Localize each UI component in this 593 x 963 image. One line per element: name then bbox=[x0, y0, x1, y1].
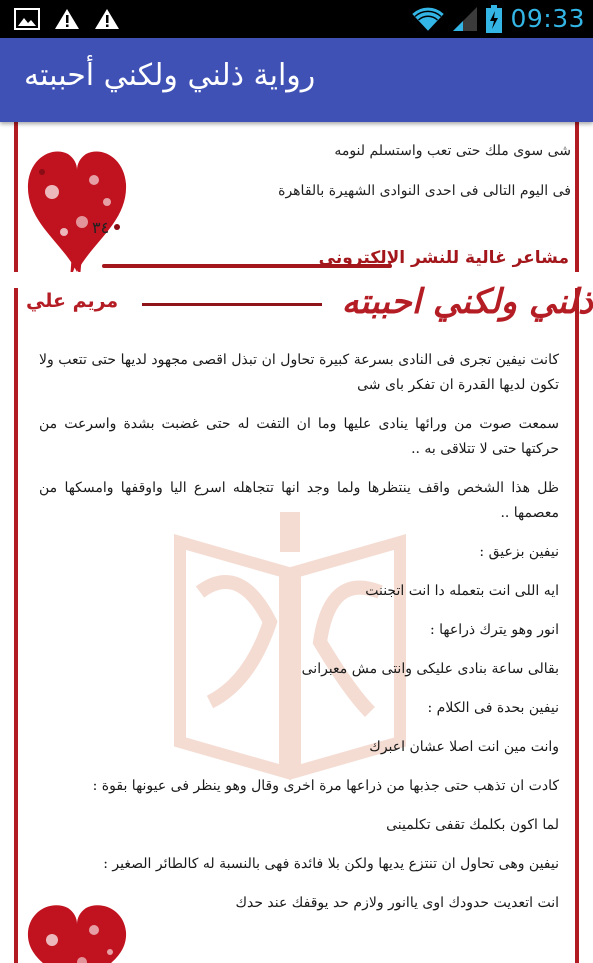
chapter-text bbox=[39, 348, 559, 930]
heart-decoration-icon bbox=[22, 892, 132, 963]
publisher-label: مشاعر غالية للنشر الإلكتروني bbox=[318, 248, 569, 268]
previous-page-text bbox=[141, 140, 571, 220]
book-reader[interactable] bbox=[0, 122, 593, 963]
page-border-left bbox=[14, 288, 18, 963]
page-header-title: ذلني ولكني احببته bbox=[341, 282, 593, 322]
paragraph: لما اكون بكلمك تقفى تكلمينى bbox=[386, 817, 559, 833]
header-rule bbox=[142, 303, 322, 306]
image-notification-icon bbox=[14, 8, 40, 30]
app-bar bbox=[0, 38, 593, 122]
battery-charging-icon bbox=[486, 5, 502, 33]
paragraph: ظل هذا الشخص واقف ينتظرها ولما وجد انها تتجاهله اسرع اليا واوقفها وامسكها من معصمها .. bbox=[39, 480, 559, 521]
author-name: مريم علي bbox=[26, 290, 119, 312]
clock: 09:33 bbox=[510, 4, 585, 33]
paragraph: ايه اللى انت بتعمله دا انت اتجننت bbox=[365, 583, 559, 599]
paragraph: نيفين وهى تحاول ان تنتزع يديها ولكن بلا فائدة فهى بالنسبة له كالطائر الصغير : bbox=[103, 856, 559, 872]
text-line: فى اليوم التالى فى احدى النوادى الشهيرة بالقاهرة bbox=[278, 183, 571, 199]
paragraph: انور وهو يترك ذراعها : bbox=[429, 622, 559, 638]
signal-icon bbox=[452, 6, 478, 32]
page-number: ٣٤ bbox=[92, 218, 110, 237]
paragraph: وانت مين انت اصلا عشان اعبرك bbox=[369, 739, 559, 755]
page-border-right bbox=[575, 122, 579, 272]
status-bar bbox=[0, 0, 593, 38]
paragraph: انت اتعديت حدودك اوى ياانور ولازم حد يوقفك عند حدك bbox=[235, 895, 559, 911]
page-border-right bbox=[575, 288, 579, 963]
paragraph: كانت نيفين تجرى فى النادى بسرعة كبيرة تحاول ان تبذل اقصى مجهود لديها حتى تتعب ولا تكون لديها القدرة ان تفكر باى شى bbox=[39, 352, 559, 393]
paragraph: سمعت صوت من ورائها ينادى عليها وما ان التفت له حتى غضبت بشدة واسرعت من حركتها حتى لا تتلاقى به .. bbox=[39, 416, 559, 457]
paragraph: بقالى ساعة بنادى عليكى وانتى مش معبرانى bbox=[301, 661, 559, 677]
paragraph: كادت ان تذهب حتى جذبها من ذراعها مرة اخرى وقال وهو ينظر فى عيونها بقوة : bbox=[92, 778, 559, 794]
system-status bbox=[412, 4, 585, 33]
notification-icons bbox=[14, 8, 120, 30]
wifi-icon bbox=[412, 6, 444, 32]
page-border-left bbox=[14, 122, 18, 272]
warning-icon bbox=[54, 8, 80, 30]
warning-icon bbox=[94, 8, 120, 30]
app-title: رواية ذلني ولكني أحببته bbox=[24, 58, 316, 93]
text-line: شى سوى ملك حتى تعب واستسلم لنومه bbox=[334, 143, 571, 159]
heart-decoration-icon bbox=[22, 132, 132, 282]
paragraph: نيفين بزعيق : bbox=[479, 544, 559, 560]
paragraph: نيفين بحدة فى الكلام : bbox=[427, 700, 559, 716]
